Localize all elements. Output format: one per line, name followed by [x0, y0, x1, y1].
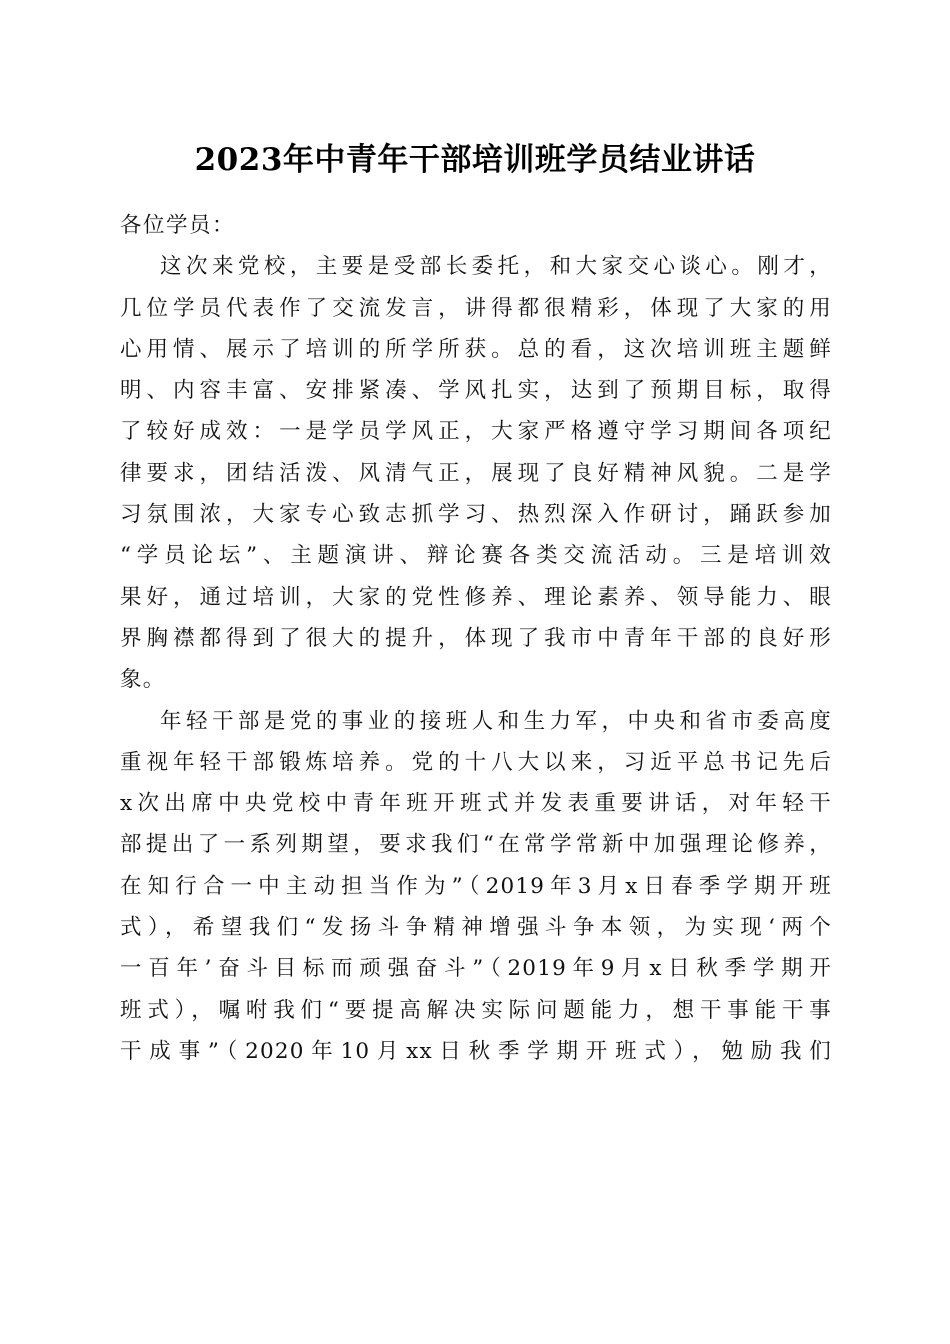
paragraph-line: 部提出了一系列期望，要求我们“在常学常新中加强理论修养，: [120, 832, 832, 858]
paragraph-line: 几位学员代表作了交流发言，讲得都很精彩，体现了大家的用: [120, 295, 832, 321]
document-title: 2023年中青年干部培训班学员结业讲话: [194, 142, 756, 178]
paragraph-line: 果好，通过培训，大家的党性修养、理论素养、领导能力、眼: [120, 584, 832, 610]
paragraph-line: 一百年’奋斗目标而顽强奋斗”（2019年9月x日秋季学期开: [120, 956, 832, 982]
paragraph-line: 干成事”（2020年10月xx日秋季学期开班式），勉励我们: [120, 1038, 832, 1064]
paragraph-line: 界胸襟都得到了很大的提升，体现了我市中青年干部的良好形: [120, 625, 832, 651]
paragraph-line: 班式），嘱咐我们“要提高解决实际问题能力，想干事能干事: [120, 997, 832, 1023]
paragraph-line: 心用情、展示了培训的所学所获。总的看，这次培训班主题鲜: [120, 336, 832, 362]
paragraph-line: 象。: [120, 667, 166, 693]
paragraph-line: 在知行合一中主动担当作为”（2019年3月x日春季学期开班: [120, 873, 832, 899]
paragraph-line: 年轻干部是党的事业的接班人和生力军，中央和省市委高度: [160, 708, 832, 734]
paragraph-line: 律要求，团结活泼、风清气正，展现了良好精神风貌。二是学: [120, 460, 832, 486]
paragraph-line: 习氛围浓，大家专心致志抓学习、热烈深入作研讨，踊跃参加: [120, 502, 832, 528]
paragraph-line: 式），希望我们“发扬斗争精神增强斗争本领，为实现‘两个: [120, 915, 832, 941]
paragraph-line: x次出席中央党校中青年班开班式并发表重要讲话，对年轻干: [120, 791, 832, 817]
paragraph-line: 这次来党校，主要是受部长委托，和大家交心谈心。刚才，: [160, 254, 832, 280]
greeting: 各位学员：: [120, 213, 236, 238]
document-body: [120, 205, 832, 1072]
paragraph-line: 了较好成效：一是学员学风正，大家严格遵守学习期间各项纪: [120, 419, 832, 445]
paragraph-line: “学员论坛”、主题演讲、辩论赛各类交流活动。三是培训效: [120, 543, 832, 569]
paragraph-line: 重视年轻干部锻炼培养。党的十八大以来，习近平总书记先后: [120, 749, 832, 775]
paragraph-line: 明、内容丰富、安排紧凑、学风扎实，达到了预期目标，取得: [120, 378, 832, 404]
